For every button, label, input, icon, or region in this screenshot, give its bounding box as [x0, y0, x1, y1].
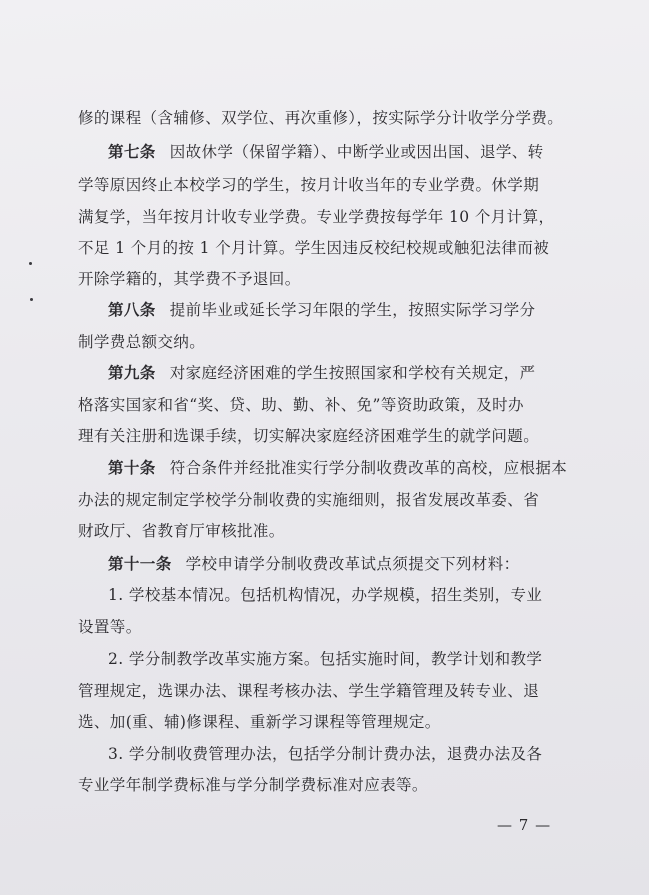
article-7-label: 第七条 [108, 142, 156, 161]
article-11-item-3-line-1: 3. 学分制收费管理办法，包括学分制计费办法，退费办法及各 [108, 745, 543, 763]
article-11-item-2-line-2: 管理规定，选课办法、课程考核办法、学生学籍管理及转专业、退 [78, 682, 540, 700]
article-7-line-5: 开除学籍的，其学费不予退回。 [78, 270, 301, 288]
article-11-line-1 [108, 553, 520, 575]
article-7-line-1 [108, 141, 544, 163]
article-9-label: 第九条 [108, 363, 156, 382]
article-7-line-4: 不足 1 个月的按 1 个月计算。学生因违反校纪校规或触犯法律而被 [78, 239, 550, 257]
article-10-line-1 [108, 457, 567, 479]
article-11-item-2-line-1: 2. 学分制教学改革实施方案。包括实施时间，教学计划和教学 [108, 650, 543, 668]
binding-hole-mark-bottom [30, 298, 33, 301]
article-8-label: 第八条 [108, 300, 156, 319]
article-10-line-3: 财政厅、省教育厅审核批准。 [78, 522, 285, 540]
article-11-item-3-line-2: 专业学年制学费标准与学分制学费标准对应表等。 [78, 776, 428, 794]
article-8-text-1: 提前毕业或延长学习年限的学生，按照实际学习学分 [169, 301, 536, 319]
intro-line: 修的课程（含辅修、双学位、再次重修），按实际学分计收学分学费。 [78, 109, 564, 127]
article-11-item-1-line-2: 设置等。 [78, 618, 142, 636]
article-9-text-1: 对家庭经济困难的学生按照国家和学校有关规定，严 [169, 364, 536, 382]
article-11-item-2-line-3: 选、加(重、辅)修课程、重新学习课程等管理规定。 [78, 713, 441, 731]
article-8-line-2: 制学费总额交纳。 [78, 333, 206, 351]
article-9-line-3: 理有关注册和选课手续，切实解决家庭经济困难学生的就学问题。 [78, 427, 540, 445]
binding-hole-mark-top [29, 262, 32, 265]
article-11-item-1-line-1: 1. 学校基本情况。包括机构情况，办学规模，招生类别，专业 [108, 586, 543, 604]
page-number: — 7 — [497, 816, 552, 834]
article-9-line-2: 格落实国家和省“奖、贷、助、勤、补、免”等资助政策，及时办 [78, 396, 524, 414]
article-11-label: 第十一条 [108, 554, 172, 573]
article-7-line-3: 满复学，当年按月计收专业学费。专业学费按每学年 10 个月计算， [78, 208, 555, 226]
article-10-text-1: 符合条件并经批准实行学分制收费改革的高校，应根据本 [169, 459, 568, 477]
article-10-line-2: 办法的规定制定学校学分制收费的实施细则，报省发展改革委、省 [78, 491, 540, 509]
article-11-text-1: 学校申请学分制收费改革试点须提交下列材料： [185, 555, 520, 573]
article-7-line-2: 学等原因终止本校学习的学生，按月计收当年的专业学费。休学期 [78, 176, 540, 194]
article-10-label: 第十条 [108, 458, 156, 477]
article-8-line-1 [108, 299, 535, 321]
article-7-text-1: 因故休学（保留学籍）、中断学业或因出国、退学、转 [169, 143, 544, 161]
article-9-line-1 [108, 362, 535, 384]
